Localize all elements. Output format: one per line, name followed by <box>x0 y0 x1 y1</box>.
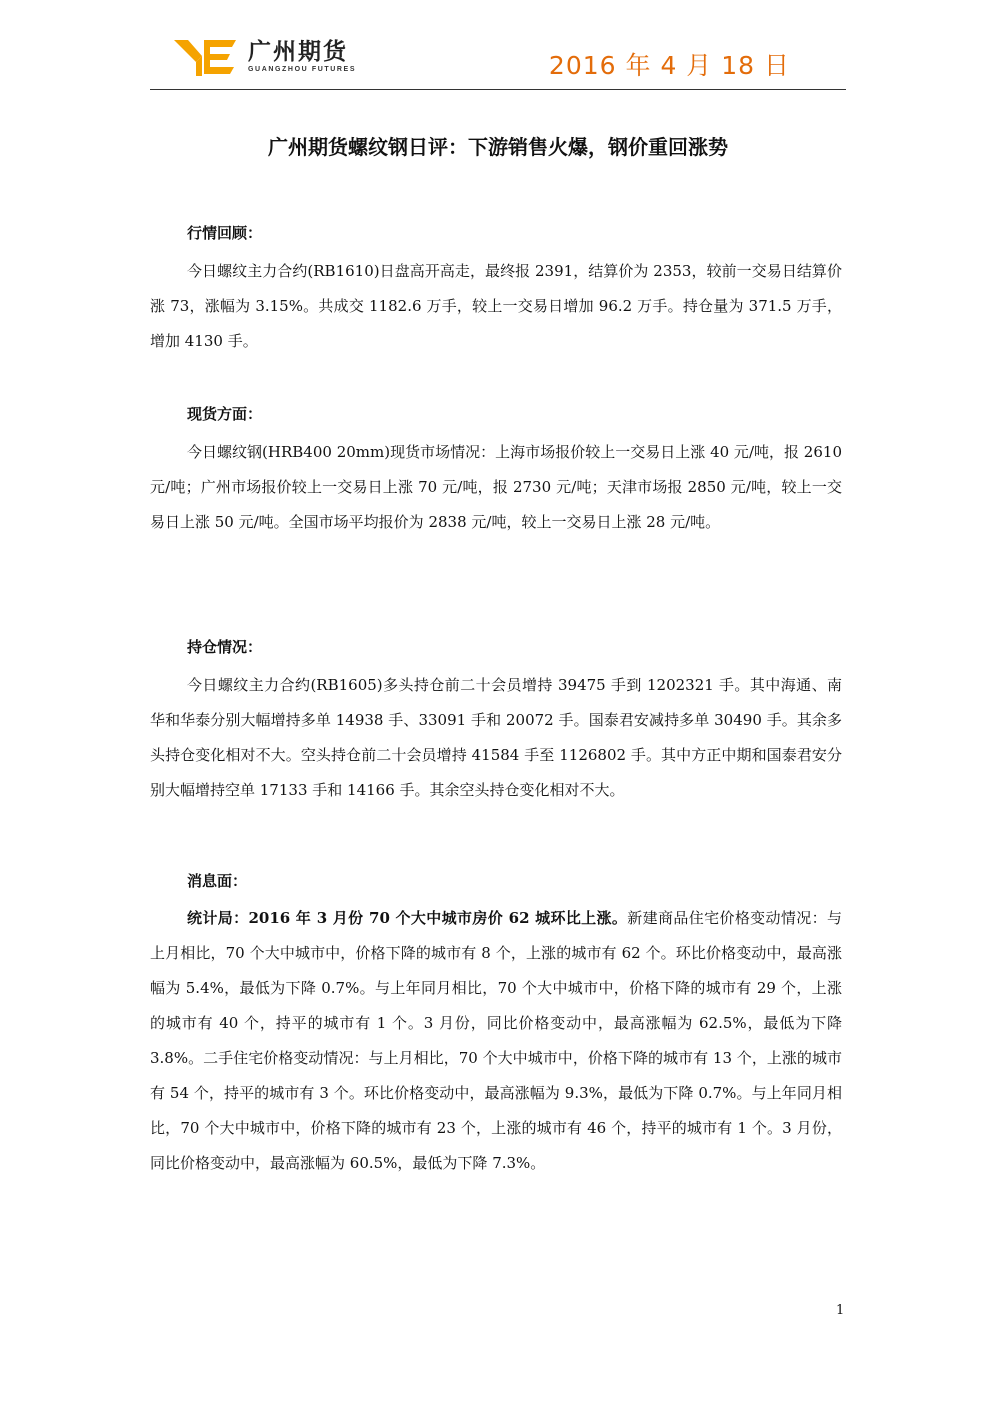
page-number: 1 <box>836 1303 845 1318</box>
logo-english-name: GUANGZHOU FUTURES <box>248 66 357 73</box>
header-divider <box>150 89 846 90</box>
gzf-logo-icon <box>174 38 238 78</box>
page-header <box>150 30 846 90</box>
section-heading-positions: 持仓情况： <box>187 638 263 656</box>
section-heading-market-review: 行情回顾： <box>187 224 263 242</box>
page-title: 广州期货螺纹钢日评：下游销售火爆，钢价重回涨势 <box>268 135 728 159</box>
company-logo <box>174 38 356 78</box>
section-body-spot: 今日螺纹钢(HRB400 20mm)现货市场情况：上海市场报价较上一交易日上涨 40 元/吨，报 2610 元/吨；广州市场报价较上一交易日上涨 70 元/吨，报 2730 元/吨；天津市场报 2850 元/吨，较上一交易日上涨 50 元/吨。全国市场平均报价为 2838 元/吨，较上一交易日上涨 28 元/吨。 <box>150 443 842 531</box>
report-date: 2016 年 4 月 18 日 <box>548 51 790 80</box>
section-body-positions: 今日螺纹主力合约(RB1605)多头持仓前二十会员增持 39475 手到 1202321 手。其中海通、南华和华泰分别大幅增持多单 14938 手、33091 手和 20072 手。国泰君安减持多单 30490 手。其余多头持仓变化相对不大。空头持仓前二十会员增持 41584 手至 1126802 手。其中方正中期和国泰君安分别大幅增持空单 17133 手和 14166 手。其余空头持仓变化相对不大。 <box>150 676 842 799</box>
section-heading-spot: 现货方面： <box>187 405 263 423</box>
section-heading-news: 消息面： <box>187 872 248 890</box>
section-body-market-review: 今日螺纹主力合约(RB1610)日盘高开高走，最终报 2391，结算价为 2353，较前一交易日结算价涨 73，涨幅为 3.15%。共成交 1182.6 万手，较上一交易日增加 96.2 万手。持仓量为 371.5 万手，增加 4130 手。 <box>150 262 842 350</box>
logo-chinese-name: 广州期货 <box>248 39 348 65</box>
section-body-news <box>150 901 842 1181</box>
news-lead-sentence: 统计局：2016 年 3 月份 70 个大中城市房价 62 城环比上涨。 <box>187 909 628 927</box>
news-body-text: 新建商品住宅价格变动情况：与上月相比，70 个大中城市中，价格下降的城市有 8 个，上涨的城市有 62 个。环比价格变动中，最高涨幅为 5.4%，最低为下降 0.7%。与上年同月相比，70 个大中城市中，价格下降的城市有 29 个，上涨的城市有 40 个，持平的城市有 1 个。3 月份，同比价格变动中，最高涨幅为 62.5%，最低为下降 3.8%。二手住宅价格变动情况：与上月相比，70 个大中城市中，价格下降的城市有 13 个，上涨的城市有 54 个，持平的城市有 3 个。环比价格变动中，最高涨幅为 9.3%，最低为下降 0.7%。与上年同月相比，70 个大中城市中，价格下降的城市有 23 个，上涨的城市有 46 个，持平的城市有 1 个。3 月份，同比价格变动中，最高涨幅为 60.5%，最低为下降 7.3%。 <box>150 909 842 1172</box>
